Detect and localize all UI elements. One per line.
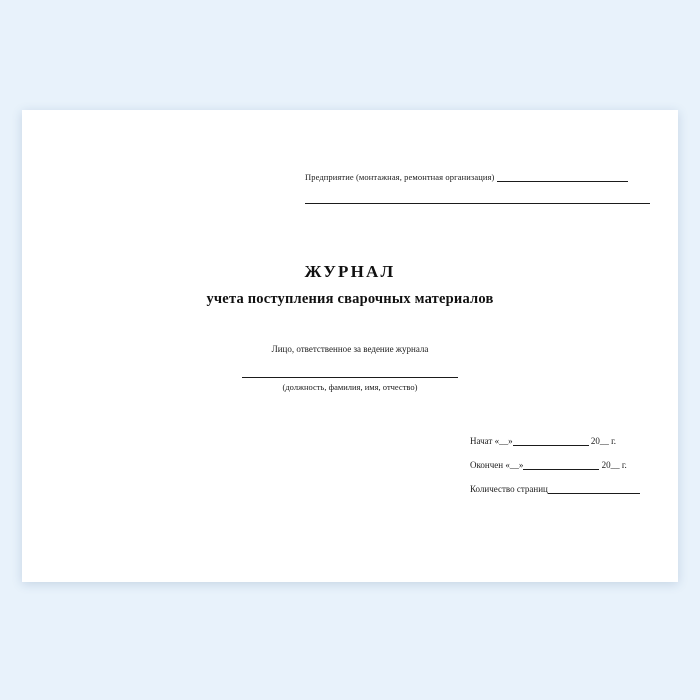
started-row [470,436,640,446]
organization-line [305,172,655,182]
organization-block [305,172,655,204]
responsible-label: Лицо, ответственное за ведение журнала [271,344,429,354]
responsible-fill-line [242,376,458,378]
started-year: 20__ г. [590,436,617,446]
organization-second-rule [305,202,650,204]
pages-fill-line [548,484,640,494]
organization-fill-line [497,172,628,182]
started-label: Начат «__» [470,436,513,446]
finished-label: Окончен «__» [470,460,524,470]
page-subtitle: учета поступления сварочных материалов [206,291,494,307]
responsible-caption: (должность, фамилия, имя, отчество) [282,382,418,392]
page-title: ЖУРНАЛ [304,262,396,281]
title-block [22,262,678,308]
finished-year: 20__ г. [601,460,627,470]
finished-row [470,460,640,470]
started-fill-line [513,436,589,446]
responsible-person-block [22,344,678,392]
organization-label: Предприятие (монтажная, ремонтная организация) [305,172,495,182]
page-inner [22,110,678,582]
finished-fill-line [523,460,599,470]
pages-row [470,484,640,494]
pages-label: Количество страниц [470,484,548,494]
dates-block [470,436,640,494]
document-page [22,110,678,582]
